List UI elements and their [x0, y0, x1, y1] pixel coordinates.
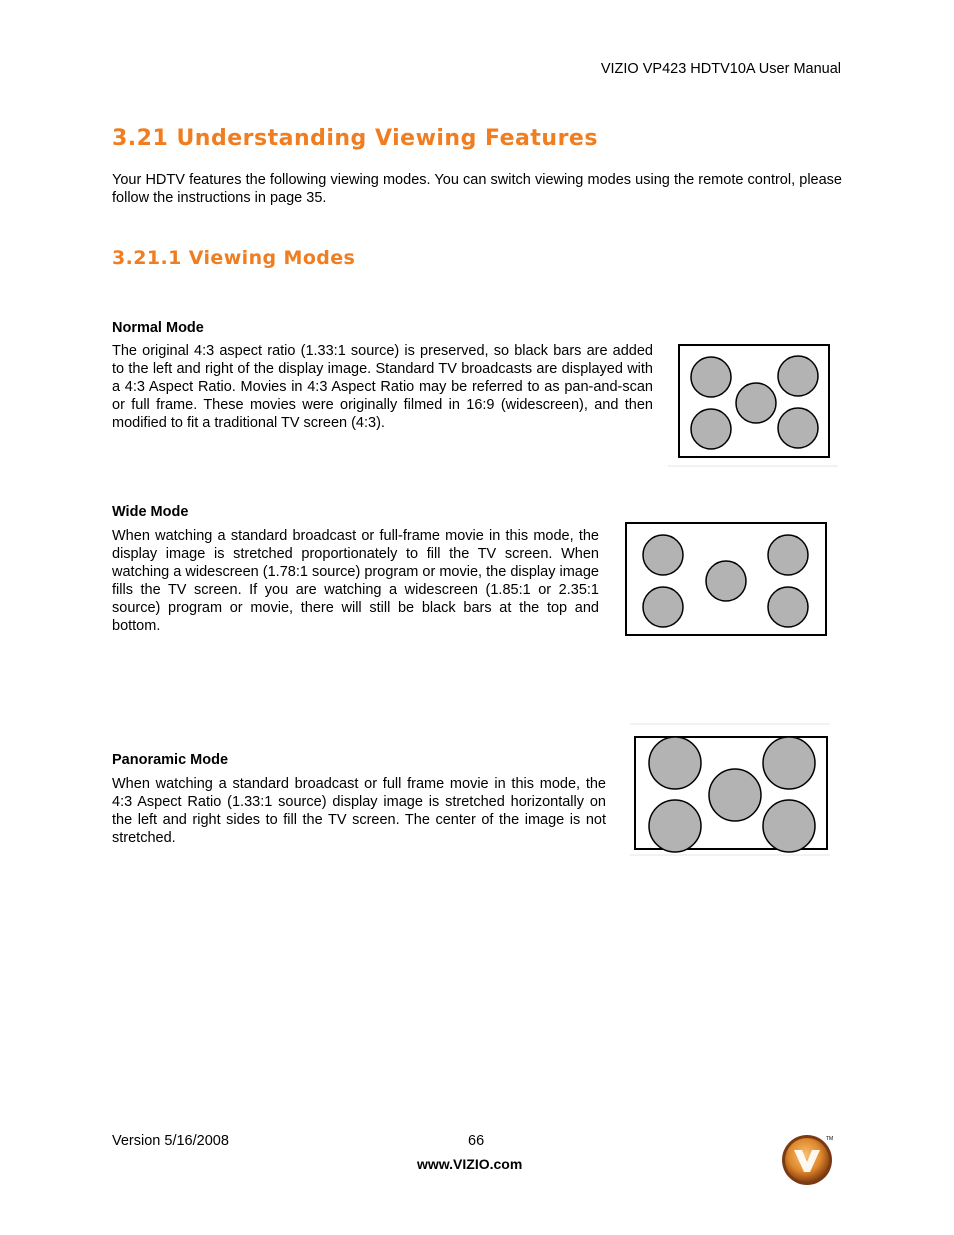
vizio-v-logo-icon [780, 1132, 838, 1188]
footer-url[interactable]: www.VIZIO.com [417, 1156, 523, 1172]
wide-mode-text: When watching a standard broadcast or full-frame movie in this mode, the display image is stretched proportionately to fill the TV screen. When watching a widescreen (1.78:1 source) program or movie, the display image fills the TV screen. If you are watching a widescreen (1.85:1 or 2.35:1 source) program or movie, there will still be black bars at the top and bottom. [112, 528, 599, 634]
document-header: VIZIO VP423 HDTV10A User Manual [600, 61, 841, 77]
normal-mode-text: The original 4:3 aspect ratio (1.33:1 source) is preserved, so black bars are added to the left and right of the display image. Standard TV broadcasts are displayed with a 4:3 Aspect Ratio. Movies in 4:3 Aspect Ratio may be referred to as pan-and-scan or full frame. These movies were originally filmed in 16:9 (widescreen), and then modified to fit a traditional TV screen (4:3). [112, 343, 653, 431]
page-number: 66 [468, 1133, 485, 1149]
wide-mode-diagram [624, 521, 830, 639]
panoramic-mode-diagram [630, 723, 832, 857]
subsection-title: 3.21.1 Viewing Modes [112, 247, 356, 269]
section-intro: Your HDTV features the following viewing modes. You can switch viewing modes using the remote control, please follow the instructions in page 35. [112, 172, 842, 206]
normal-mode-title: Normal Mode [112, 320, 204, 336]
normal-mode-diagram [668, 337, 840, 469]
svg-text:TM: TM [826, 1136, 834, 1142]
panoramic-mode-text: When watching a standard broadcast or full frame movie in this mode, the 4:3 Aspect Ratio (1.33:1 source) display image is stretched horizontally on the left and right sides to fill the TV screen. The center of the image is not stretched. [112, 776, 606, 846]
footer-version: Version 5/16/2008 [112, 1133, 229, 1149]
section-title: 3.21 Understanding Viewing Features [112, 126, 598, 151]
panoramic-mode-title: Panoramic Mode [112, 752, 229, 768]
wide-mode-title: Wide Mode [112, 504, 189, 520]
